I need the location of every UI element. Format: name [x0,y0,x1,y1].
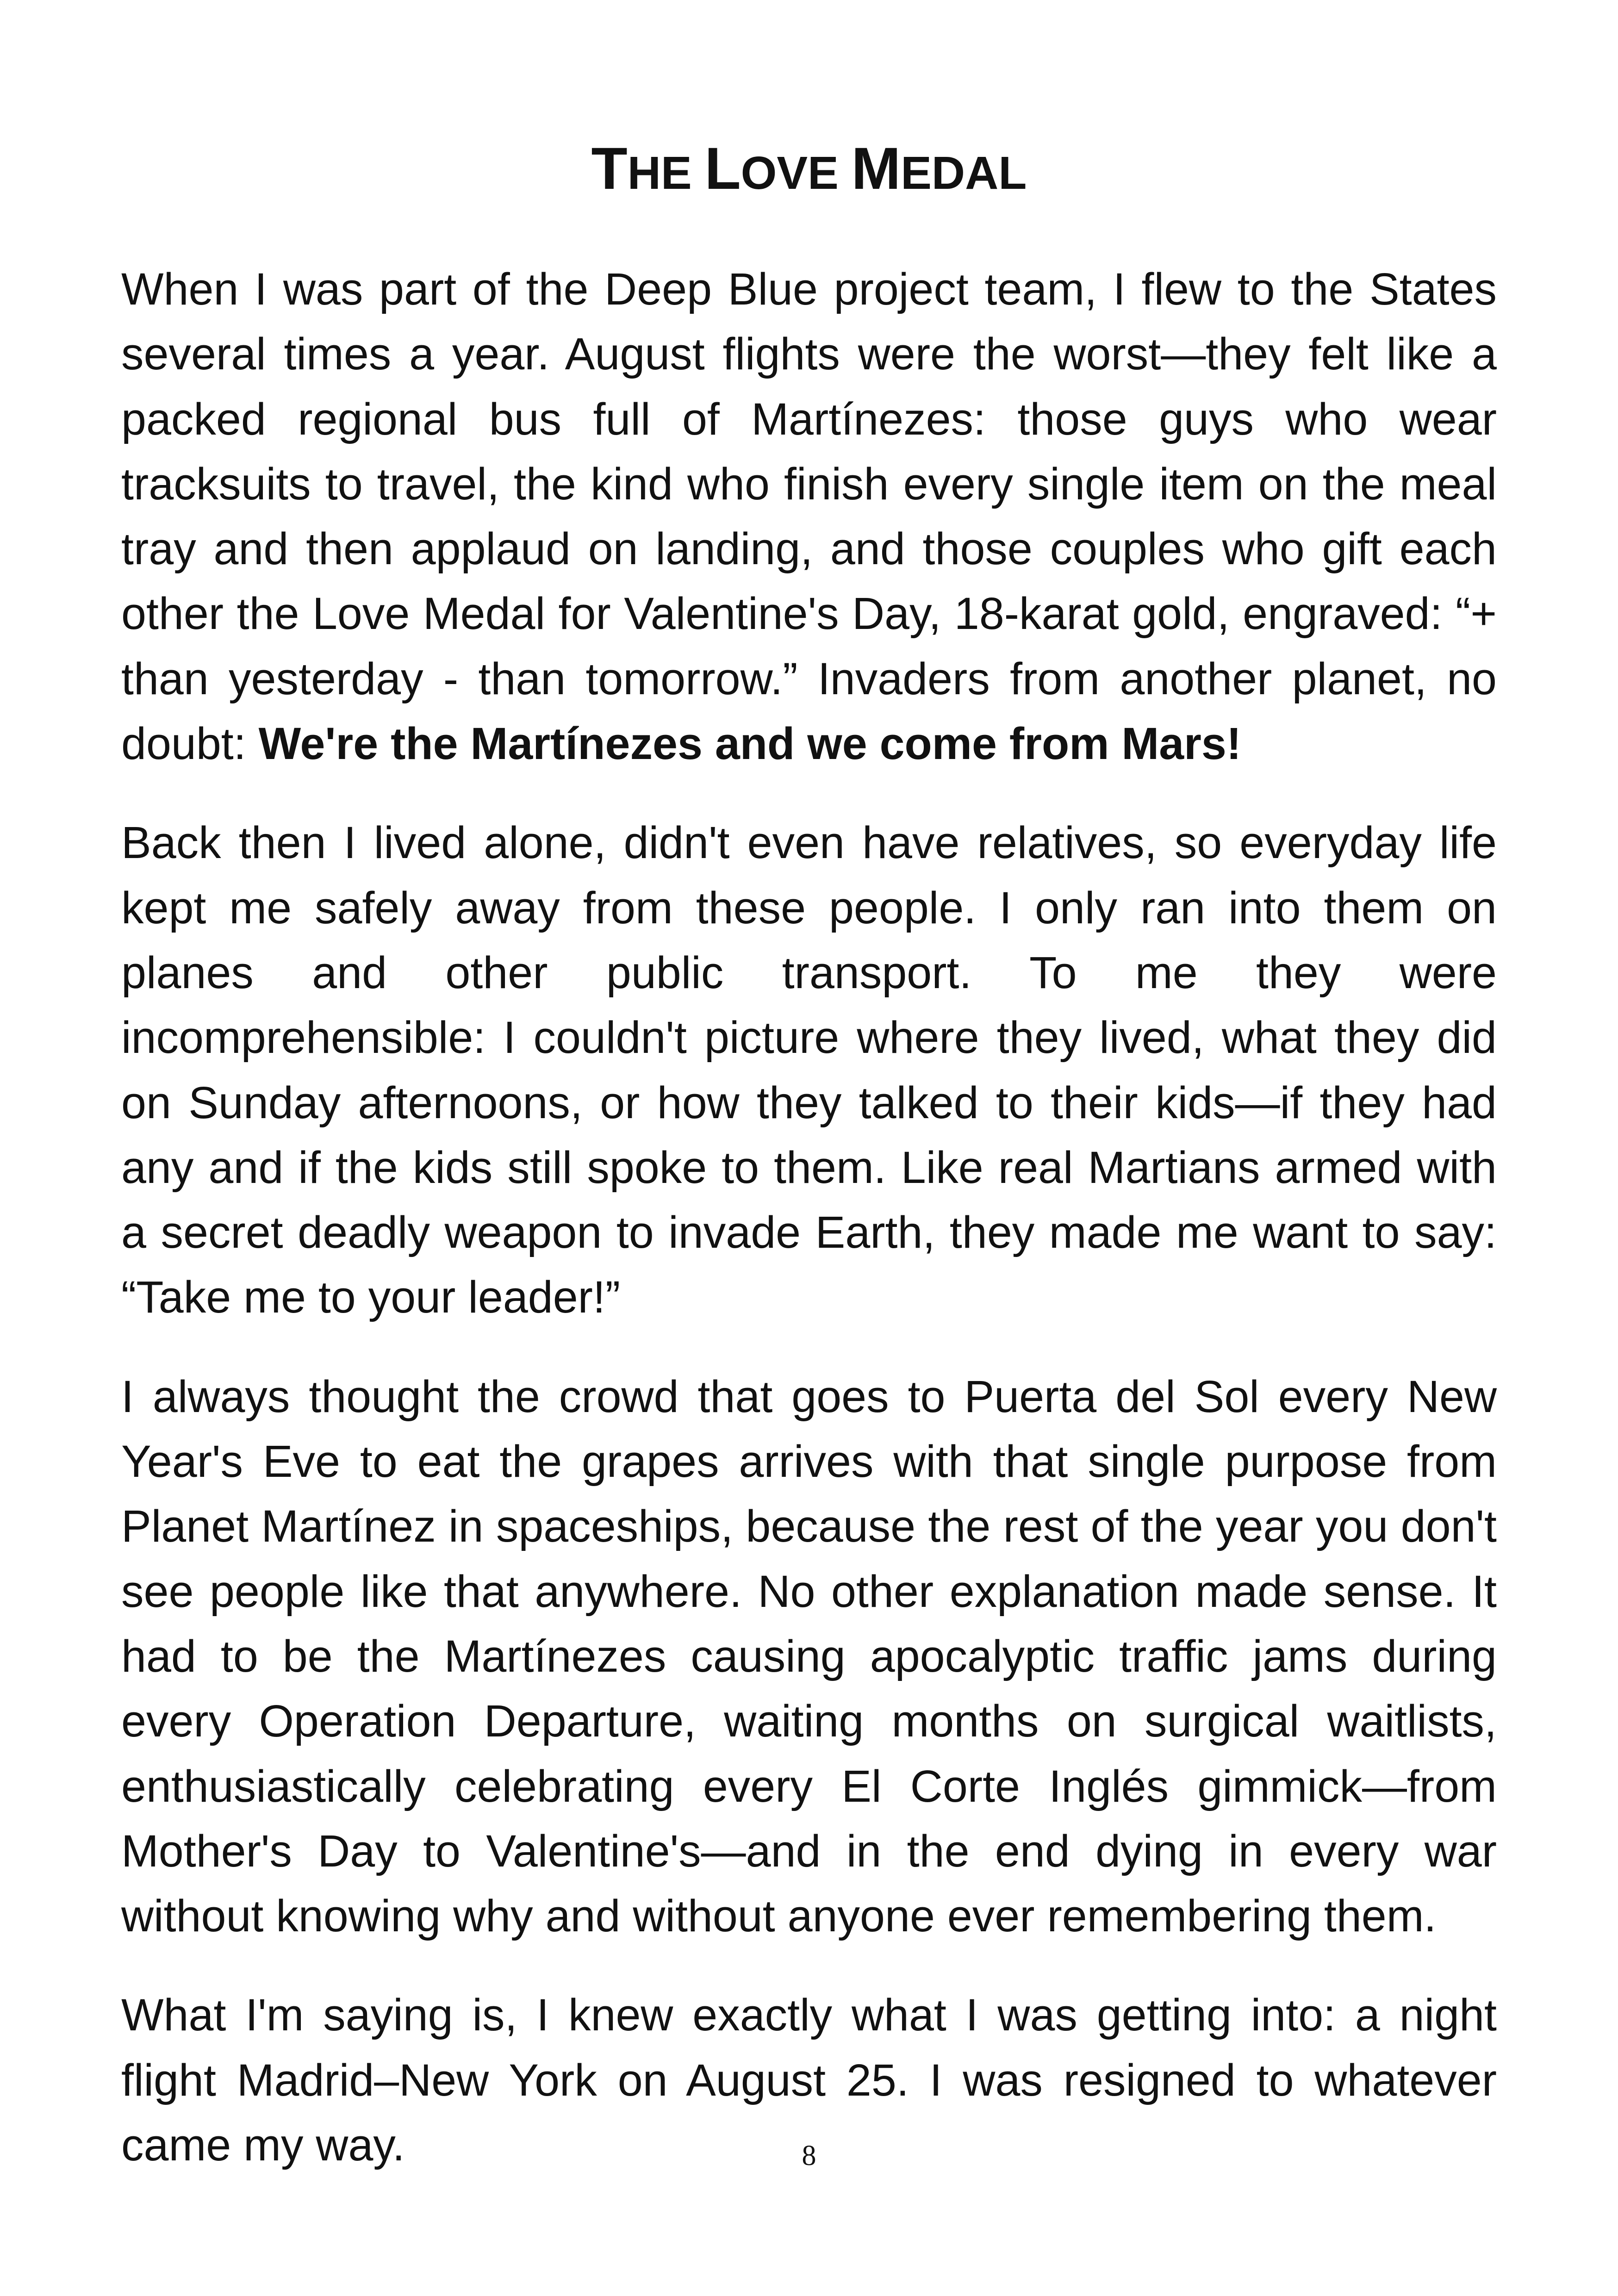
paragraph-2 [121,810,1497,1330]
bold-phrase: We're the Martínezes and we come from Mars! [258,718,1242,769]
title-letter: L [704,136,741,202]
chapter-title [0,134,1618,208]
paragraph-3 [121,1364,1497,1949]
paragraph-text: When I was part of the Deep Blue project team, I flew to the States several times a year. August flights were the worst—they felt like a packed regional bus full of Martínezes: those guys who wear tracksuits to travel, the kind who finish every single item on the meal tray and then applaud on landing, and those couples who gift each other the Love Medal for Valentine's Day, 18-karat gold, engraved: “+ than yesterday - than tomorrow.” Invaders from another planet, no doubt: [121,264,1497,769]
paragraph-text: What I'm saying is, I knew exactly what I was getting into: a night flight Madrid–New York on August 25. I was resigned to whatever came my way. [121,1990,1497,2171]
paragraph-text: I always thought the crowd that goes to Puerta del Sol every New Year's Eve to eat the grapes arrives with that single purpose from Planet Martínez in spaceships, because the rest of the year you don't see people like that anywhere. No other explanation made sense. It had to be the Martínezes causing apocalyptic traffic jams during every Operation Departure, waiting months on surgical waitlists, enthusiastically celebrating every El Corte Inglés gimmick—from Mother's Day to Valentine's—and in the end dying in every war without knowing why and without anyone ever remembering them. [121,1371,1497,1941]
title-fragment: OVE [741,147,852,199]
body-text [121,257,1497,2178]
paragraph-1 [121,257,1497,776]
title-letter: T [591,136,628,202]
page-number: 8 [802,2140,816,2172]
title-fragment: EDAL [901,147,1027,199]
title-letter: M [851,136,901,202]
title-fragment: HE [627,147,705,199]
paragraph-text: Back then I lived alone, didn't even have relatives, so everyday life kept me safely away from these people. I only ran into them on planes and other public transport. To me they were incomprehensible: I couldn't picture where they lived, what they did on Sunday afternoons, or how they talked to their kids—if they had any and if the kids still spoke to them. Like real Martians armed with a secret deadly weapon to invade Earth, they made me want to say: “Take me to your leader!” [121,817,1497,1323]
